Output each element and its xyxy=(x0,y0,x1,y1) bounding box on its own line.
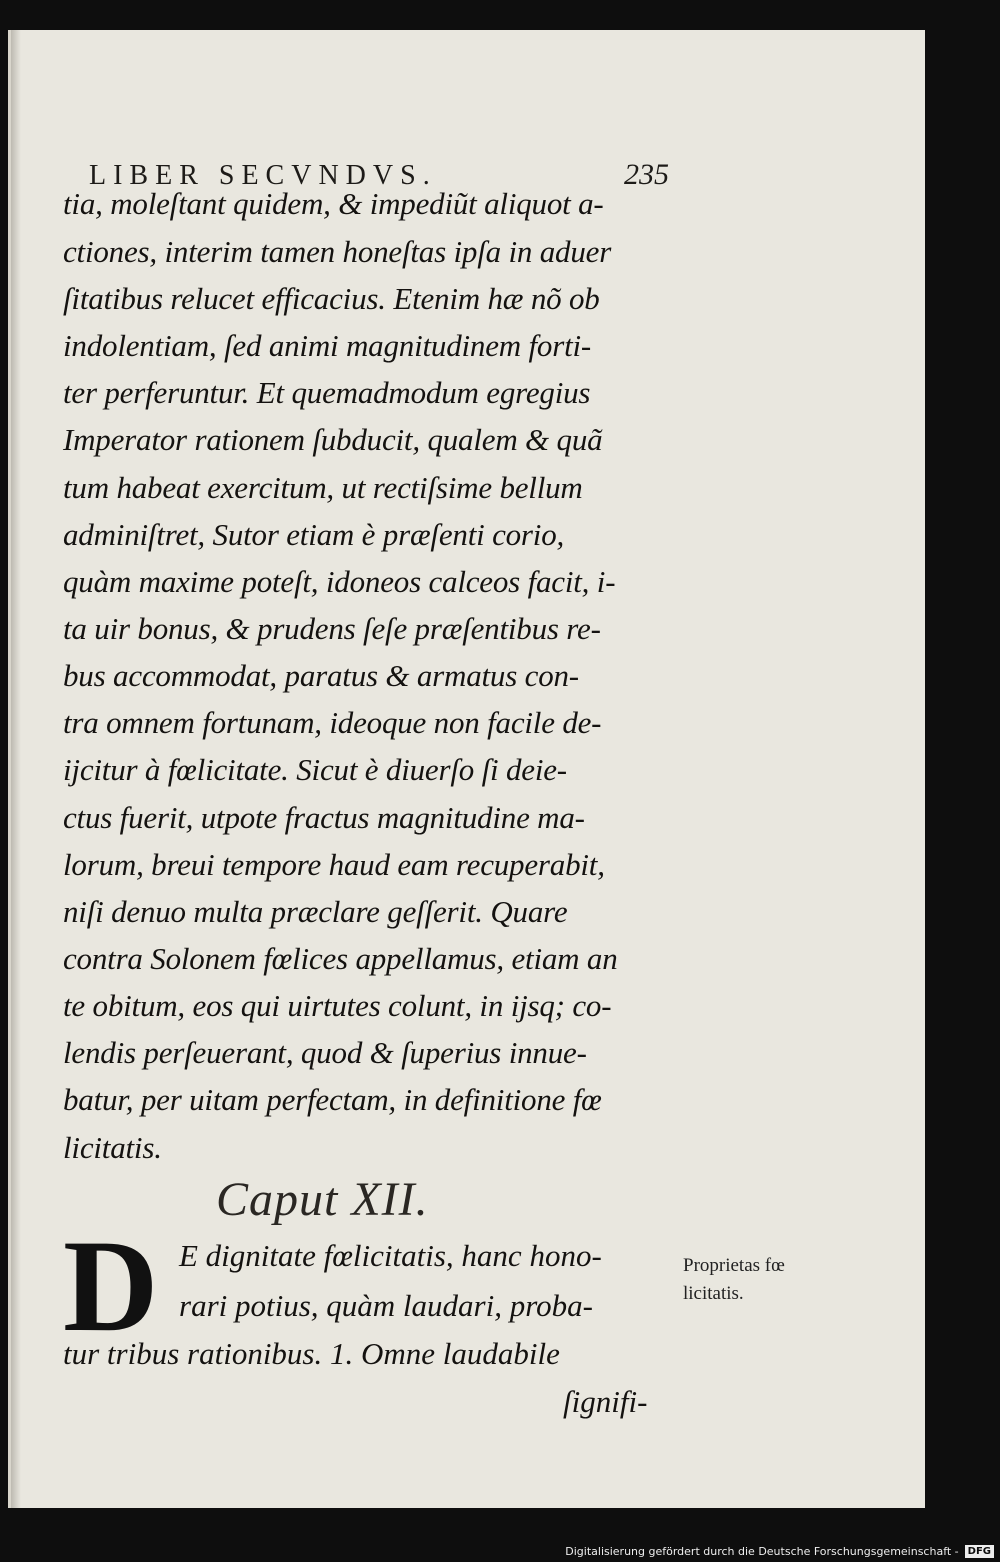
page-gutter xyxy=(11,30,21,1508)
dfg-logo: DFG xyxy=(965,1545,994,1558)
text-line: ctiones, interim tamen honeſtas ipſa in aduer xyxy=(63,234,612,269)
digitization-footer xyxy=(0,1540,994,1562)
text-line: licitatis. xyxy=(63,1130,162,1165)
text-line: indolentiam, ſed animi magnitudinem forti- xyxy=(63,328,592,363)
text-line: ter perferuntur. Et quemadmodum egregius xyxy=(63,375,591,410)
funding-credit: Digitalisierung gefördert durch die Deutsche Forschungsgemeinschaft - xyxy=(565,1544,959,1558)
text-line: ta uir bonus, & prudens ſeſe præſentibus re- xyxy=(63,611,601,646)
text-line: quàm maxime poteſt, idoneos calceos facit, i- xyxy=(63,564,616,599)
text-line: tum habeat exercitum, ut rectiſsime bellum xyxy=(63,470,583,505)
text-line: ſitatibus relucet efficacius. Etenim hæ nõ ob xyxy=(63,281,600,316)
text-line: lendis perſeuerant, quod & ſuperius innue- xyxy=(63,1035,587,1070)
chapter-heading: Caput XII. xyxy=(216,1173,429,1226)
drop-cap: D xyxy=(63,1212,159,1359)
text-line: te obitum, eos qui uirtutes colunt, in ijsq; co- xyxy=(63,988,612,1023)
text-line: ijcitur à fœlicitate. Sicut è diuerſo ſi deie- xyxy=(63,752,567,787)
text-line: adminiſtret, Sutor etiam è præſenti corio, xyxy=(63,517,565,552)
catchword: ſignifi- xyxy=(563,1384,648,1419)
paragraph-line: E dignitate fœlicitatis, hanc hono- xyxy=(179,1238,602,1273)
text-line: tia, moleſtant quidem, & impediũt aliquot a- xyxy=(63,186,604,221)
page-number: 235 xyxy=(624,158,669,191)
text-line: lorum, breui tempore haud eam recuperabit, xyxy=(63,847,605,882)
paragraph-line: rari potius, quàm laudari, proba- xyxy=(179,1288,593,1323)
book-page xyxy=(8,30,925,1508)
text-line: Imperator rationem ſubducit, qualem & quã xyxy=(63,422,603,457)
marginal-note-line: Proprietas fœ xyxy=(683,1255,785,1276)
running-title: LIBER SECVNDVS. xyxy=(89,160,437,191)
text-line: bus accommodat, paratus & armatus con- xyxy=(63,658,579,693)
text-line: contra Solonem fœlices appellamus, etiam an xyxy=(63,941,618,976)
marginal-note xyxy=(683,1252,785,1308)
marginal-note-line: licitatis. xyxy=(683,1283,744,1304)
text-line: ctus fuerit, utpote fractus magnitudine ma- xyxy=(63,800,585,835)
text-line: batur, per uitam perfectam, in definitione fœ xyxy=(63,1082,602,1117)
paragraph-line: tur tribus rationibus. 1. Omne laudabile xyxy=(63,1336,560,1371)
text-line: tra omnem fortunam, ideoque non facile de- xyxy=(63,705,602,740)
text-line: niſi denuo multa præclare geſſerit. Quare xyxy=(63,894,568,929)
